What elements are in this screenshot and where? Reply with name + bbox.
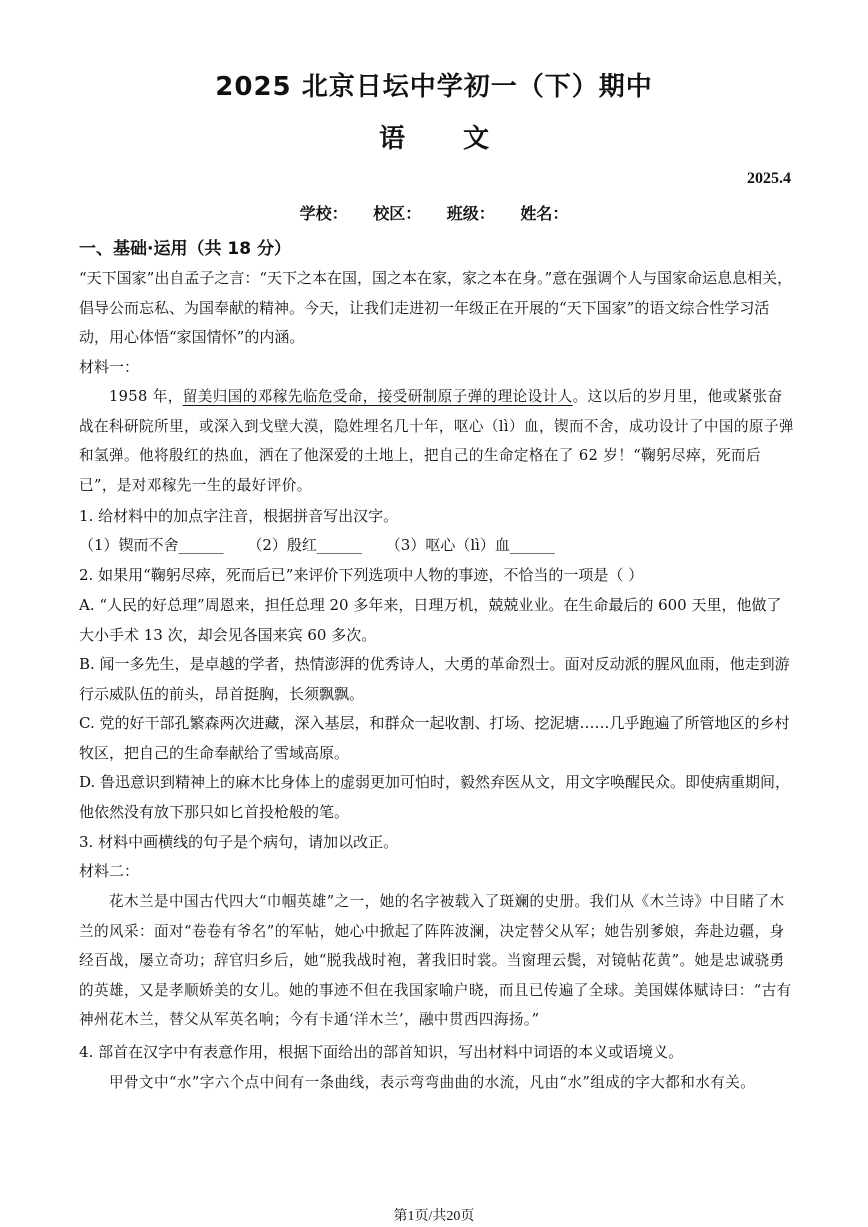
question-1-items bbox=[79, 531, 795, 561]
section-heading: 一、基础·运用（共 18 分） bbox=[79, 239, 291, 259]
page-number: 第1页/共20页 bbox=[393, 1209, 475, 1224]
question-2-option-b: B. 闻一多先生，是卓越的学者，热情澎湃的优秀诗人，大勇的革命烈士。面对反动派的腥风血雨，他走到游行示威队伍的前头，昂首挺胸，长须飘飘。 bbox=[79, 655, 790, 703]
school-label: 学校： bbox=[299, 204, 348, 223]
exam-date: 2025.4 bbox=[747, 170, 791, 187]
intro-paragraph: “天下国家”出自孟子之言：“天下之本在国，国之本在家，家之本在身。”意在强调个人与国家命运息息相关，倡导公而忘私、为国奉献的精神。今天，让我们走进初一年级正在开展的“天下国家”的语文综合性学习活动，用心体悟“家国情怀”的内涵。 bbox=[79, 269, 793, 346]
name-label: 姓名： bbox=[520, 204, 569, 223]
campus-label: 校区： bbox=[373, 204, 422, 223]
exam-title: 2025 北京日坛中学初一（下）期中 bbox=[215, 72, 653, 102]
question-2-option-c: C. 党的好干部孔繁森两次进藏，深入基层，和群众一起收割、打场、挖泥塘……几乎跑遍了所管地区的乡村牧区，把自己的生命奉献给了雪域高原。 bbox=[79, 714, 790, 762]
student-info-line bbox=[0, 201, 868, 224]
question-1-item-1: （1）锲而不舍______ bbox=[79, 536, 224, 554]
material1-lead: 1958 年， bbox=[109, 388, 183, 405]
question-1-item-2: （2）殷红______ bbox=[247, 536, 362, 554]
material1-rest: 。这以后的岁月里，他或紧张奋战在科研院所里，或深入到戈壁大漠，隐姓埋名几十年，呕心（lì）血，锲而不舍，成功设计了中国的原子弹和氢弹。他将殷红的热血，洒在了他深爱的土地上，把自己的生命定格在了 62 岁！“鞠躬尽瘁，死而后已”，是对邓稼先一生的最好评价。 bbox=[79, 388, 794, 494]
question-1-item-3: （3）呕心（lì）血______ bbox=[385, 536, 555, 554]
subject-title: 语文 bbox=[378, 124, 547, 154]
question-3: 3. 材料中画横线的句子是个病句，请加以改正。 bbox=[79, 833, 399, 851]
material1-label: 材料一： bbox=[79, 358, 140, 376]
question-4-text: 甲骨文中“水”字六个点中间有一条曲线，表示弯弯曲曲的水流，凡由“水”组成的字大都和水有关。 bbox=[109, 1074, 756, 1091]
material2-paragraph: 花木兰是中国古代四大“巾帼英雄”之一，她的名字被载入了斑斓的史册。我们从《木兰诗》中目睹了木兰的风采：面对“卷卷有爷名”的军帖，她心中掀起了阵阵波澜，决定替父从军；她告别爹娘，奔赴边疆，身经百战，屡立奇功；辞官归乡后，她“脱我战时袍，著我旧时裳。当窗理云鬓，对镜帖花黄”。她是忠诚骁勇的英雄，又是孝顺娇美的女儿。她的事迹不但在我国家喻户晓，而且已传遍了全球。美国媒体赋诗曰：“古有神州花木兰，替父从军英名响；今有卡通‘洋木兰’，融中贯西四海扬。” bbox=[79, 893, 792, 1028]
material1-underlined-sentence: 留美归国的邓稼先临危受命，接受研制原子弹的理论设计人 bbox=[182, 388, 573, 405]
material1-paragraph bbox=[79, 382, 795, 500]
question-2: 2. 如果用“鞠躬尽瘁，死而后已”来评价下列选项中人物的事迹，不恰当的一项是（ ） bbox=[79, 566, 644, 584]
question-2-option-a: A. “人民的好总理”周恩来，担任总理 20 多年来，日理万机，兢兢业业。在生命最后的 600 天里，他做了大小手术 13 次，却会见各国来宾 60 多次。 bbox=[79, 596, 782, 644]
question-1: 1. 给材料中的加点字注音，根据拼音写出汉字。 bbox=[79, 507, 399, 525]
question-4: 4. 部首在汉字中有表意作用，根据下面给出的部首知识，写出材料中词语的本义或语境义。 bbox=[79, 1043, 684, 1061]
question-2-option-d: D. 鲁迅意识到精神上的麻木比身体上的虚弱更加可怕时，毅然弃医从文，用文字唤醒民众。即使病重期间，他依然没有放下那只如匕首投枪般的笔。 bbox=[79, 773, 791, 821]
material2-label: 材料二： bbox=[79, 862, 140, 880]
class-label: 班级： bbox=[446, 204, 495, 223]
